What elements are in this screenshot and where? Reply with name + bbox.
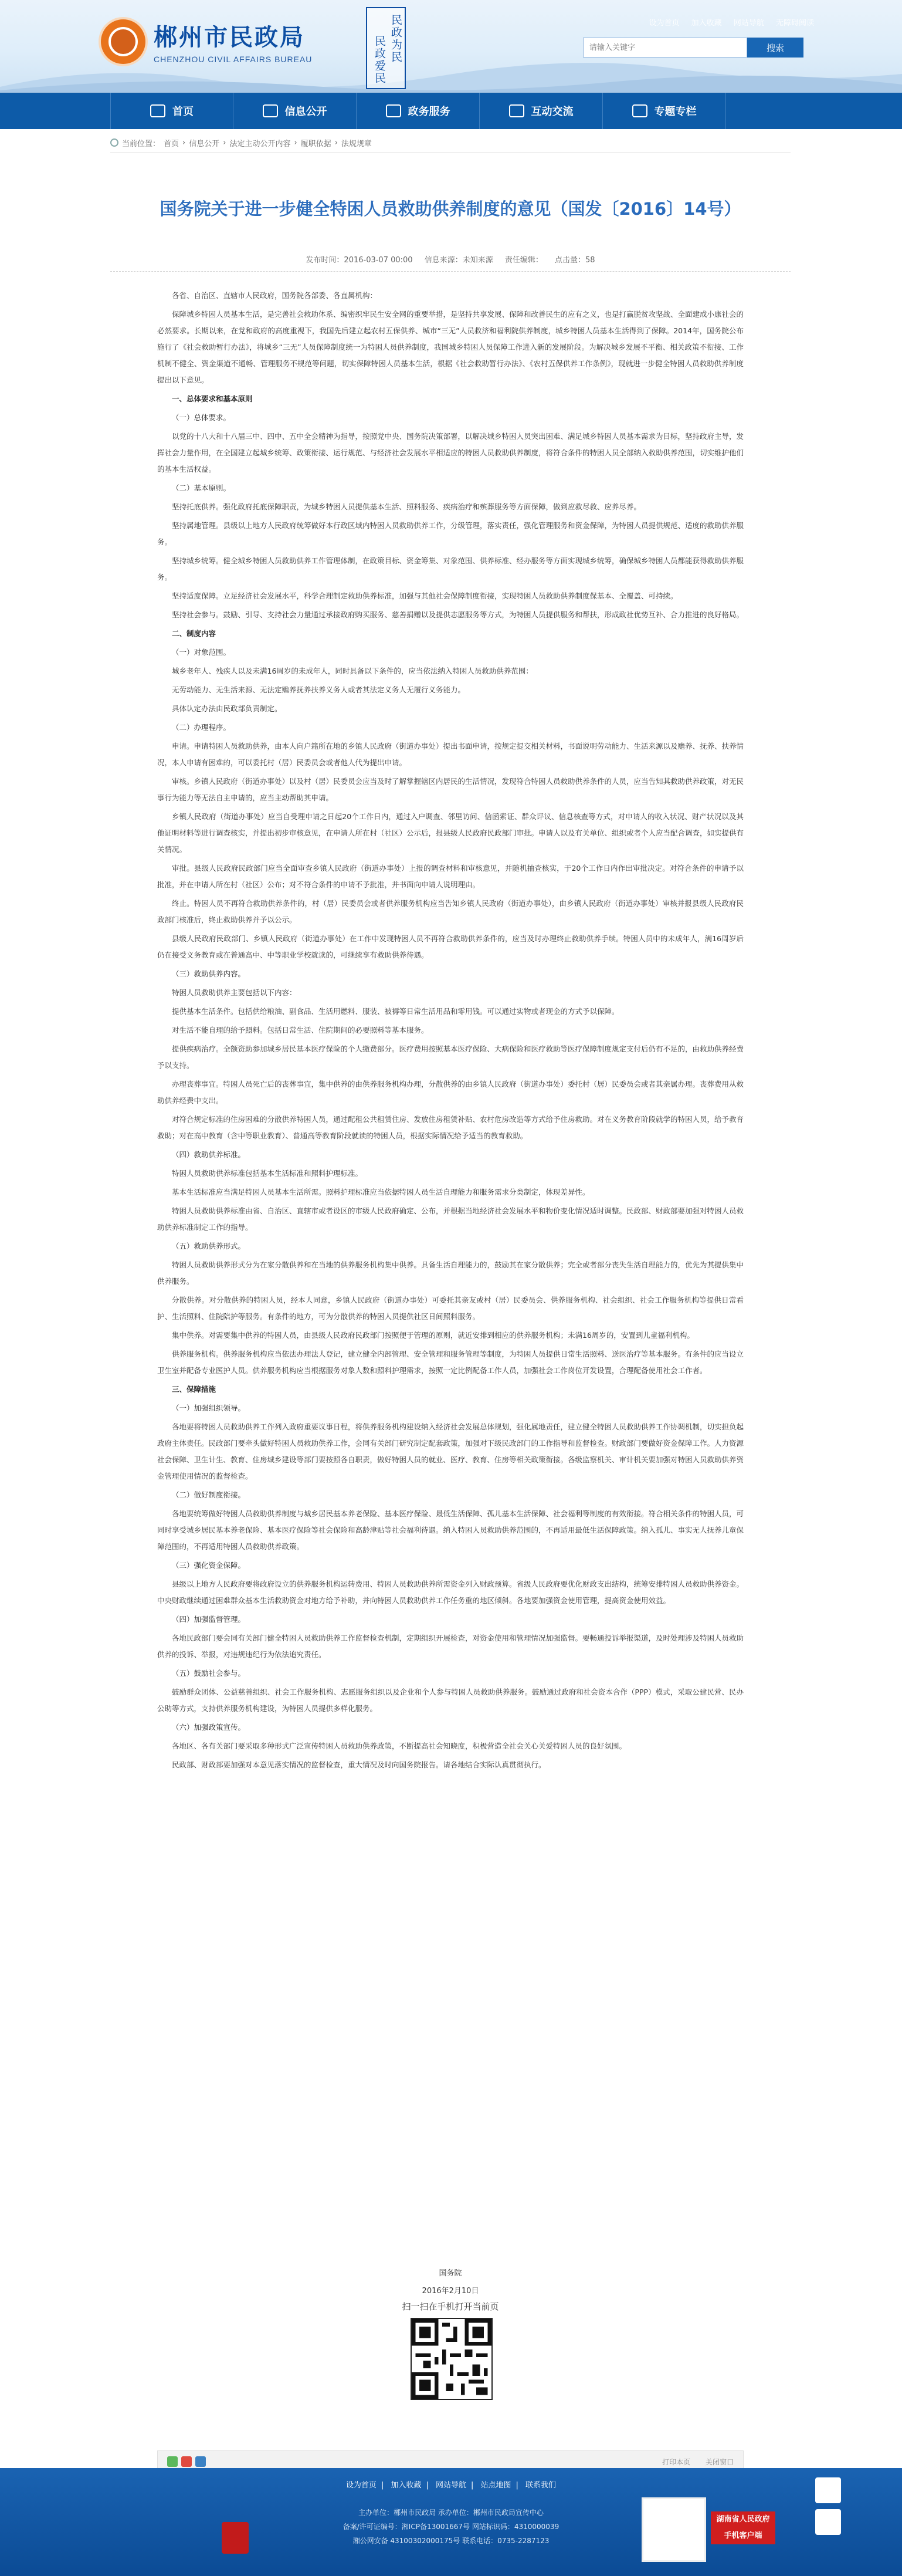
paragraph: 以党的十八大和十八届三中、四中、五中全会精神为指导，按照党中央、国务院决策部署，以解决城乡特困人员突出困难、满足城乡特困人员基本需求为目标，坚持政府主导，发挥社会力量作用，在全国建立起城乡统筹、政策衔接、运行规范、与经济社会发展水平相适应的特困人员救助供养制度，将符合条件的特困人员全部纳入救助供养范围，切实维护他们的基本生活权益。 <box>157 432 744 474</box>
nav-item-interaction[interactable] <box>480 93 603 129</box>
paragraph: 基本生活标准应当满足特困人员基本生活所需。照料护理标准应当依据特困人员生活自理能力和服务需求分类制定，体现差异性。 <box>172 1188 590 1196</box>
section-heading: 二、制度内容 <box>172 629 216 638</box>
breadcrumb-info[interactable]: 信息公开 <box>189 139 220 148</box>
footer-qr-code <box>642 2497 706 2562</box>
paragraph: 各地要统筹做好特困人员救助供养制度与城乡居民基本养老保险、基本医疗保险、最低生活保障、孤儿基本生活保障、社会福利等制度的有效衔接。符合相关条件的特困人员，可同时享受城乡居民基本养老保险、基本医疗保险等社会保险和高龄津贴等社会福利待遇。纳入特困人员救助供养范围的，不再适用最低生活保障政策。纳入孤儿、事实无人抚养儿童保障范围的，不再适用特困人员救助供养政策。 <box>157 1509 744 1551</box>
publish-date: 发布时间：2016-03-07 00:00 <box>306 256 413 265</box>
top-links <box>640 16 814 28</box>
slogan-line-2: 民政爱民 <box>373 35 386 84</box>
footer-link-contact[interactable]: 联系我们 <box>525 2481 557 2490</box>
breadcrumb-duty-basis[interactable]: 履职依据 <box>300 139 331 148</box>
main-nav <box>0 93 902 129</box>
site-logo[interactable] <box>101 19 312 64</box>
site-name: 郴州市民政局 <box>154 24 305 51</box>
paragraph: 县级人民政府民政部门、乡镇人民政府（街道办事处）在工作中发现特困人员不再符合救助供养条件的，应当及时办理终止救助供养手续。特困人员中的未成年人，满16周岁后仍在接受义务教育或在普通高中、中等职业学校就读的，可继续享有救助供养待遇。 <box>157 934 744 959</box>
breadcrumb-home[interactable]: 首页 <box>164 139 179 148</box>
article-body <box>157 288 744 1776</box>
paragraph: 提供基本生活条件。包括供给粮油、副食品、生活用燃料、服装、被褥等日常生活用品和零用钱。可以通过实物或者现金的方式予以保障。 <box>172 1007 619 1016</box>
subsection-heading: （三）强化资金保障。 <box>172 1561 246 1570</box>
paragraph: 具体认定办法由民政部负责制定。 <box>172 704 282 713</box>
article-meta <box>110 253 791 265</box>
paragraph: 各地要将特困人员救助供养工作列入政府重要议事日程，将供养服务机构建设纳入经济社会发展总体规划，强化属地责任，建立健全特困人员救助供养工作协调机制，切实担负起政府主体责任。民政部门要牵头做好特困人员救助供养工作，会同有关部门研究制定配套政策，加强对下级民政部门的工作指导和监督检查。财政部门要做好资金保障工作。人力资源社会保障、卫生计生、教育、住房城乡建设等部门要按照各自职责，做好特困人员的就业、医疗、教育、住房等相关政策衔接。各级监察机关、审计机关要加强对特困人员救助供养资金管理使用情况的监督检查。 <box>157 1422 744 1480</box>
paragraph: 集中供养。对需要集中供养的特困人员，由县级人民政府民政部门按照便于管理的原则，就近安排到相应的供养服务机构；未满16周岁的，安置到儿童福利机构。 <box>172 1331 694 1340</box>
breadcrumb <box>110 135 791 150</box>
paragraph: 终止。特困人员不再符合救助供养条件的，村（居）民委员会或者供养服务机构应当告知乡镇人民政府（街道办事处），由乡镇人民政府（街道办事处）审核并报县级人民政府民政部门核准后，终止救助供养并予以公示。 <box>157 899 744 924</box>
breadcrumb-separator: › <box>334 138 338 147</box>
subsection-heading: （五）救助供养形式。 <box>172 1242 246 1250</box>
paragraph: 申请。申请特困人员救助供养，由本人向户籍所在地的乡镇人民政府（街道办事处）提出书面申请，按规定提交相关材料，书面说明劳动能力、生活来源以及赡养、抚养、扶养情况，本人申请有困难的，可以委托村（居）民委员会或者他人代为提出申请。 <box>157 742 744 767</box>
bureau-emblem-icon <box>101 19 145 64</box>
page-qr-code <box>411 2318 493 2400</box>
paragraph: 特困人员救助供养标准由省、自治区、直辖市或者设区的市级人民政府确定、公布，并根据当地经济社会发展水平和物价变化情况适时调整。民政部、财政部要加强对特困人员救助供养标准制定工作的指导。 <box>157 1206 744 1232</box>
paragraph: 坚持适度保障。立足经济社会发展水平，科学合理制定救助供养标准，加强与其他社会保障制度衔接，实现特困人员救助供养制度保基本、全覆盖、可持续。 <box>172 591 678 600</box>
footer-link-nav[interactable]: 网站导航 <box>435 2481 466 2490</box>
subsection-heading: （六）加强政策宣传。 <box>172 1723 246 1732</box>
article-title: 国务院关于进一步健全特困人员救助供养制度的意见（国发〔2016〕14号） <box>160 199 741 219</box>
paragraph: 各省、自治区、直辖市人民政府，国务院各部委、各直属机构： <box>172 291 378 300</box>
section-heading: 三、保障措施 <box>172 1385 216 1394</box>
qzone-share-icon[interactable] <box>195 2456 206 2467</box>
footer-links: 设为首页 | 加入收藏 | 网站导航 | 站点地图 | 联系我们 <box>345 2481 557 2490</box>
subsection-heading: （三）救助供养内容。 <box>172 969 246 978</box>
signature-date: 2016年2月10日 <box>422 2287 479 2296</box>
paragraph: 对符合规定标准的住房困难的分散供养特困人员，通过配租公共租赁住房、发放住房租赁补贴、农村危房改造等方式给予住房救助。对在义务教育阶段就学的特困人员，给予教育救助；对在高中教育（含中等职业教育）、普通高等教育阶段就读的特困人员，根据实际情况给予适当的教育救助。 <box>157 1115 744 1140</box>
search-input[interactable] <box>583 38 747 58</box>
paragraph: 民政部、财政部要加强对本意见落实情况的监督检查，重大情况及时向国务院报告。请各地结合实际认真贯彻执行。 <box>172 1760 546 1769</box>
paragraph: 提供疾病治疗。全额资助参加城乡居民基本医疗保险的个人缴费部分。医疗费用按照基本医疗保险、大病保险和医疗救助等医疗保障制度规定支付后仍有不足的，由救助供养经费予以支持。 <box>157 1044 744 1070</box>
breadcrumb-separator: › <box>223 138 226 147</box>
subsection-heading: （四）救助供养标准。 <box>172 1150 246 1159</box>
divider <box>110 271 791 272</box>
site-name-en: CHENZHOU CIVIL AFFAIRS BUREAU <box>154 55 313 64</box>
view-count: 点击量：58 <box>555 256 595 265</box>
footer-police: 湘公网安备 43100302000175号 联系电话：0735-2287123 <box>352 2537 550 2545</box>
subsection-heading: （二）办理程序。 <box>172 723 231 732</box>
paragraph: 审批。县级人民政府民政部门应当全面审查乡镇人民政府（街道办事处）上报的调查材料和审核意见，并随机抽查核实，于20个工作日内作出审批决定。对符合条件的申请予以批准，并在申请人所在村（社区）公布；对不符合条件的申请不予批准，并书面向申请人说明理由。 <box>157 864 744 889</box>
paragraph: 分散供养。对分散供养的特困人员，经本人同意，乡镇人民政府（街道办事处）可委托其亲友或村（居）民委员会、供养服务机构、社会组织、社会工作服务机构等提供日常看护、生活照料、住院陪护等服务。有条件的地方，可为分散供养的特困人员提供社区日间照料服务。 <box>157 1296 744 1321</box>
search-bar <box>583 38 803 58</box>
paragraph: 特困人员救助供养主要包括以下内容： <box>172 988 297 997</box>
provincial-app-badge[interactable] <box>711 2511 775 2544</box>
site-footer <box>0 2468 902 2576</box>
nav-label: 互动交流 <box>531 106 574 118</box>
document-icon <box>263 104 278 117</box>
home-icon <box>150 104 165 117</box>
paragraph: 乡镇人民政府（街道办事处）应当自受理申请之日起20个工作日内，通过入户调查、邻里访问、信函索证、群众评议、信息核查等方式，对申请人的收入状况、财产状况以及其他证明材料等进行调查核实，并提出初步审核意见，在申请人所在村（社区）公示后，报县级人民政府民政部门审批。申请人以及有关单位、组织或者个人应当配合调查，如实提供有关情况。 <box>157 812 744 854</box>
footer-link-home[interactable]: 设为首页 <box>345 2481 377 2490</box>
nav-item-special-topics[interactable] <box>603 93 726 129</box>
slogan-seal <box>366 7 406 89</box>
subsection-heading: （二）做好制度衔接。 <box>172 1490 246 1499</box>
qr-label: 扫一扫在手机打开当前页 <box>402 2301 499 2312</box>
paragraph: 无劳动能力、无生活来源、无法定赡养抚养扶养义务人或者其法定义务人无履行义务能力。 <box>172 685 466 694</box>
print-button[interactable]: 打印本页 <box>662 2457 691 2466</box>
wechat-share-icon[interactable] <box>167 2456 178 2467</box>
nav-label: 信息公开 <box>284 106 327 118</box>
breadcrumb-statutory[interactable]: 法定主动公开内容 <box>229 139 291 148</box>
toplink-favorite[interactable]: 加入收藏 <box>691 19 722 28</box>
article-signature <box>157 2265 744 2300</box>
paragraph: 坚持属地管理。县级以上地方人民政府统筹做好本行政区域内特困人员救助供养工作，分级管理，落实责任，强化管理服务和资金保障，为特困人员提供规范、适度的救助供养服务。 <box>157 521 744 546</box>
footer-link-sitemap[interactable]: 站点地图 <box>480 2481 511 2490</box>
app-badge-sub: 手机客户端 <box>724 2531 762 2540</box>
footer-link-favorite[interactable]: 加入收藏 <box>391 2481 422 2490</box>
app-badge-title: 湖南省人民政府 <box>716 2515 770 2524</box>
paragraph: 坚持城乡统筹。健全城乡特困人员救助供养工作管理体制，在政策目标、资金筹集、对象范围、供养标准、经办服务等方面实现城乡统筹，确保城乡特困人员都能获得救助供养服务。 <box>157 556 744 582</box>
toplink-homepage[interactable]: 设为首页 <box>649 19 680 28</box>
subsection-heading: （一）总体要求。 <box>172 413 231 422</box>
back-to-top-icon[interactable] <box>815 2509 841 2535</box>
paragraph: 审核。乡镇人民政府（街道办事处）以及村（居）民委员会应当及时了解掌握辖区内居民的生活情况，发现符合特困人员救助供养条件的人员，应当告知其救助供养政策，对无民事行为能力等无法自主申请的，应当主动帮助其申请。 <box>157 777 744 802</box>
topic-icon <box>632 104 647 117</box>
paragraph: 各地民政部门要会同有关部门健全特困人员救助供养工作监督检查机制，定期组织开展检查，对资金使用和管理情况加强监督。要畅通投诉举报渠道，及时处理涉及特困人员救助供养的投诉、举报，对违规违纪行为依法追究责任。 <box>157 1634 744 1659</box>
paragraph: 县级以上地方人民政府要将政府设立的供养服务机构运转费用、特困人员救助供养所需资金列入财政预算。省级人民政府要优化财政支出结构，统筹安排特困人员救助供养资金。中央财政继续通过困难群众基本生活救助资金对地方给予补助，并向特困人员救助供养工作任务重的地区倾斜。各地要加强资金使用管理，提高资金使用效益。 <box>157 1580 744 1605</box>
paragraph: 鼓励群众团体、公益慈善组织、社会工作服务机构、志愿服务组织以及企业和个人参与特困人员救助供养服务。鼓励通过政府和社会资本合作（PPP）模式，采取公建民营、民办公助等方式，支持供养服务机构建设，为特困人员提供多样化服务。 <box>157 1688 744 1713</box>
paragraph: 特困人员救助供养标准包括基本生活标准和照料护理标准。 <box>172 1169 363 1178</box>
subsection-heading: （二）基本原则。 <box>172 484 231 492</box>
location-icon <box>110 138 118 147</box>
subsection-heading: （四）加强监督管理。 <box>172 1615 246 1624</box>
paragraph: 保障城乡特困人员基本生活，是完善社会救助体系、编密织牢民生安全网的重要举措，是坚持共享发展、保障和改善民生的应有之义，也是打赢脱贫攻坚战、全面建成小康社会的必然要求。长期以来，在党和政府的高度重视下，我国先后建立起农村五保供养、城市“三无”人员救济和福利院供养制度，城乡特困人员基本生活得到了保障。2014年，国务院公布施行了《社会救助暂行办法》，将城乡“三无”人员保障制度统一为特困人员供养制度，我国城乡特困人员保障工作进入新的发展阶段。为解决城乡发展不平衡、相关政策不衔接、工作机制不健全、资金渠道不通畅、管理服务不规范等问题，切实保障特困人员基本生活，根据《社会救助暂行办法》、《农村五保供养工作条例》，现就进一步健全特困人员救助供养制度提出以下意见。 <box>157 310 744 384</box>
subsection-heading: （一）加强组织领导。 <box>172 1404 246 1412</box>
nav-item-info-disclosure[interactable] <box>233 93 357 129</box>
toplink-accessibility[interactable]: 无障碍阅读 <box>775 19 814 28</box>
paragraph: 办理丧葬事宜。特困人员死亡后的丧葬事宜，集中供养的由供养服务机构办理，分散供养的由乡镇人民政府（街道办事处）委托村（居）民委员会或者其亲属办理。丧葬费用从救助供养经费中支出。 <box>157 1080 744 1105</box>
subsection-heading: （一）对象范围。 <box>172 648 231 657</box>
signature-issuer: 国务院 <box>439 2269 462 2278</box>
site-header <box>0 0 902 93</box>
close-window-button[interactable]: 关闭窗口 <box>705 2457 734 2466</box>
chat-icon <box>509 104 524 117</box>
paragraph: 供养服务机构。供养服务机构应当依法办理法人登记，建立健全内部管理、安全管理和服务管理等制度，为特困人员提供日常生活照料、送医治疗等基本服务。有条件的应当设立卫生室并配备专业医护人员。供养服务机构应当根据服务对象人数和照料护理需求，按照一定比例配备工作人员，加强社会工作岗位开发设置，合理配备使用社会工作者。 <box>157 1350 744 1375</box>
section-heading: 一、总体要求和基本原则 <box>172 394 253 403</box>
breadcrumb-separator: › <box>182 138 186 147</box>
footer-host: 主办单位：郴州市民政局 承办单位：郴州市民政局宣传中心 <box>358 2509 544 2517</box>
paragraph: 城乡老年人、残疾人以及未满16周岁的未成年人，同时具备以下条件的，应当依法纳入特困人员救助供养范围： <box>172 667 533 675</box>
floating-share-icon[interactable] <box>815 2477 841 2503</box>
service-icon <box>386 104 401 117</box>
paragraph: 坚持社会参与。鼓励、引导、支持社会力量通过承接政府购买服务、慈善捐赠以及提供志愿服务等方式，为特困人员提供服务和帮扶，形成政社优势互补、合力推进的良好格局。 <box>172 610 744 619</box>
paragraph: 特困人员救助供养形式分为在家分散供养和在当地的供养服务机构集中供养。具备生活自理能力的，鼓励其在家分散供养；完全或者部分丧失生活自理能力的，优先为其提供集中供养服务。 <box>157 1260 744 1286</box>
slogan-line-1: 民政为民 <box>389 14 402 63</box>
nav-item-gov-services[interactable] <box>357 93 480 129</box>
weibo-share-icon[interactable] <box>181 2456 192 2467</box>
share-buttons <box>167 2456 206 2467</box>
info-source: 信息来源：未知来源 <box>424 256 493 265</box>
subsection-heading: （五）鼓励社会参与。 <box>172 1669 246 1678</box>
toplink-sitemap[interactable]: 网站导航 <box>733 19 764 28</box>
breadcrumb-regulations[interactable]: 法规规章 <box>341 139 372 148</box>
paragraph: 对生活不能自理的给予照料。包括日常生活、住院期间的必要照料等基本服务。 <box>172 1026 429 1035</box>
breadcrumb-prefix: 当前位置： <box>122 139 161 148</box>
nav-label: 首页 <box>172 106 194 118</box>
nav-label: 专题专栏 <box>654 106 697 118</box>
paragraph: 坚持托底供养。强化政府托底保障职责，为城乡特困人员提供基本生活、照料服务、疾病治疗和殡葬服务等方面保障，做到应救尽救、应养尽养。 <box>172 502 642 511</box>
nav-item-home[interactable] <box>110 93 233 129</box>
nav-label: 政务服务 <box>408 106 450 118</box>
editor: 责任编辑： <box>504 256 543 265</box>
paragraph: 各地区、各有关部门要采取多种形式广泛宣传特困人员救助供养政策，不断提高社会知晓度，积极营造全社会关心关爱特困人员的良好氛围。 <box>172 1742 627 1750</box>
search-button[interactable]: 搜索 <box>747 38 803 58</box>
breadcrumb-separator: › <box>294 138 297 147</box>
footer-icp: 备案/许可证编号：湘ICP备13001667号 网站标识码：4310000039 <box>343 2523 559 2531</box>
